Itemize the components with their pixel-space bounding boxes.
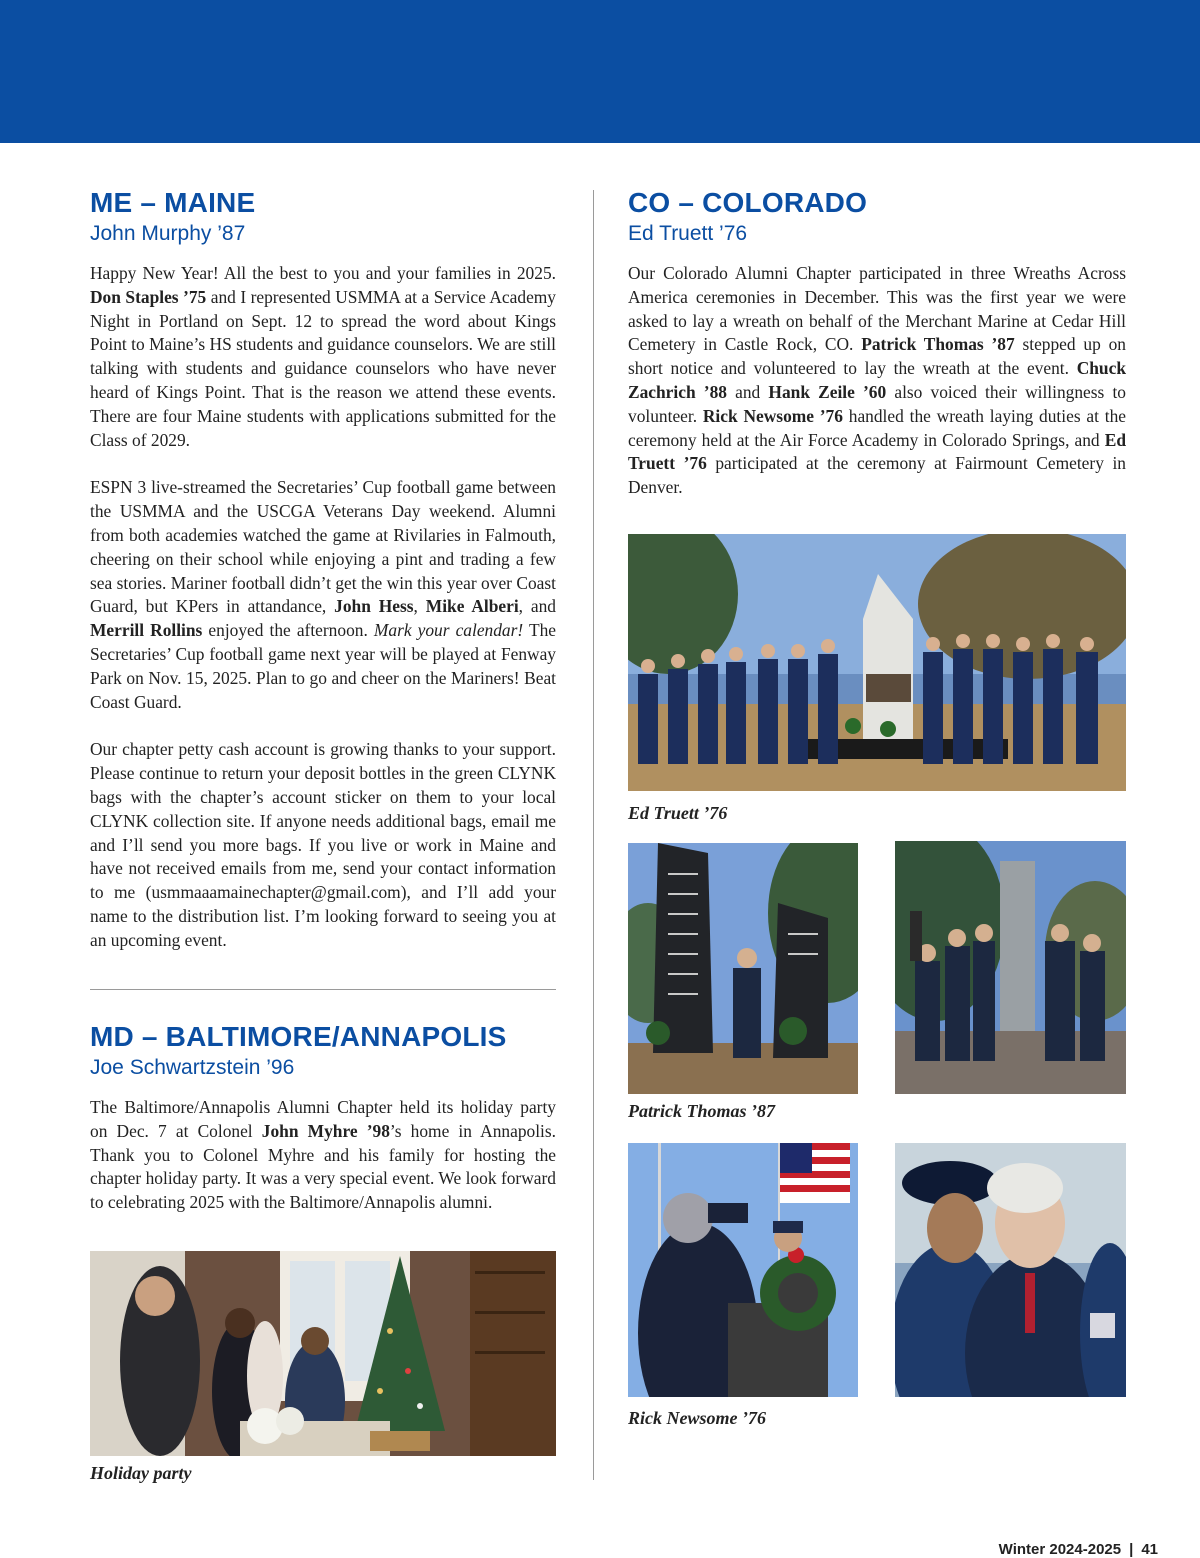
bold-name: Chuck Zachrich ’88 — [628, 358, 1126, 402]
column-divider — [593, 190, 594, 1480]
text-run: The Secretaries’ Cup football game next year will be played at Fenway Park on Nov. 15, 2025. Plan to go and cheer on the Mariners! Beat Coast Guard. — [90, 620, 556, 712]
patrick-thomas-photo-1 — [628, 843, 858, 1094]
maine-paragraph-2 — [90, 476, 556, 714]
patrick-thomas-photo-2 — [895, 841, 1126, 1094]
rick-newsome-photo-1 — [628, 1143, 858, 1397]
section-author-colorado: Ed Truett ’76 — [628, 222, 748, 245]
maine-section — [90, 186, 556, 977]
text-run: participated at the ceremony at Fairmount Cemetery in Denver. — [628, 453, 1126, 498]
bold-name: Merrill Rollins — [90, 620, 203, 641]
text-run: handled the wreath laying duties at the ceremony held at the Air Force Academy in Colorado Springs, and — [628, 405, 1126, 450]
text-run: The Baltimore/Annapolis Alumni Chapter held its holiday party on Dec. 7 at Colonel — [90, 1097, 556, 1141]
text-run: ’s home in Annapolis. Thank you to Colonel Myhre and his family for hosting the chapter holiday party. It was a very special event. We look forward to celebrating 2025 with the Baltimore/Annapolis alumni. — [90, 1120, 556, 1213]
text-run: Our chapter petty cash account is growing thanks to your support. Please continue to return your deposit bottles in the green CLYNK bags with the chapter’s account sticker on them to your local CLYNK collection site. If anyone needs additional bags, email me and I’ll send you more bags. If you live or work in Maine and have not received emails from me, send your contact information to me (usmmaaamainechapter@gmail.com), and I’ll add your name to the distribution list. I’m looking forward to seeing you at an upcoming event. — [90, 739, 556, 950]
section-title-maryland: MD – BALTIMORE/ANNAPOLIS — [90, 1021, 507, 1052]
page-footer — [999, 1541, 1158, 1558]
rick-newsome-photo-2 — [895, 1143, 1126, 1397]
bold-name: Rick Newsome ’76 — [702, 405, 843, 426]
bold-name: Ed Truett ’76 — [628, 429, 1126, 474]
bold-name: John Hess — [334, 596, 414, 617]
issue-label: Winter 2024-2025 — [998, 1541, 1122, 1558]
colorado-section — [628, 186, 1126, 524]
header-band — [0, 0, 1200, 143]
maryland-section — [90, 1020, 556, 1239]
text-run: stepped up on short notice and volunteered to lay the wreath at the event. — [628, 334, 1126, 379]
section-author-maryland: Joe Schwartzstein ’96 — [90, 1056, 295, 1079]
text-run: , — [413, 596, 426, 617]
bold-name: John Myhre ’98 — [261, 1120, 390, 1141]
holiday-party-photo — [90, 1251, 556, 1456]
section-title-colorado: CO – COLORADO — [628, 187, 868, 218]
bold-name: Don Staples ’75 — [90, 286, 207, 307]
text-run: and I represented USMMA at a Service Academy Night in Portland on Sept. 12 to spread the word about Kings Point to Maine’s HS students and guidance counselors. We are still talking with students and guidance counselors who have never heard of Kings Point. That is the reason we attend these events. There are four Maine students with applications submitted for the Class of 2029. — [90, 286, 557, 450]
bold-name: Hank Zeile ’60 — [768, 381, 887, 402]
colorado-paragraph-1 — [628, 262, 1126, 500]
section-divider — [90, 989, 556, 990]
italic-emphasis: Mark your calendar! — [373, 620, 524, 641]
text-run: ESPN 3 live-streamed the Secretaries’ Cup football game between the USMMA and the USCGA Veterans Day weekend. Alumni from both academies watched the game at Rivilaries in Falmouth, cheering on their school while enjoying a pint and trading a few sea stories. Mariner football didn’t get the win this year over Coast Guard, but KPers in attandance, — [90, 477, 556, 617]
text-run: enjoyed the afternoon. — [202, 620, 374, 641]
ed-truett-group-photo — [628, 534, 1126, 791]
maine-paragraph-3 — [90, 738, 556, 952]
bold-name: Patrick Thomas ’87 — [861, 334, 1015, 355]
text-run: Our Colorado Alumni Chapter participated in three Wreaths Across America ceremonies in December. This was the first year we were asked to lay a wreath on behalf of the Merchant Marine at Cedar Hill Cemetery in Castle Rock, CO. — [628, 263, 1126, 355]
section-title-maine: ME – MAINE — [90, 187, 256, 218]
bold-name: Mike Alberi — [425, 596, 519, 617]
text-run: Happy New Year! All the best to you and your families in 2025. — [90, 263, 556, 283]
maine-paragraph-1 — [90, 262, 556, 452]
caption-holiday-party: Holiday party — [90, 1463, 192, 1483]
text-run: and — [726, 381, 769, 402]
caption-rick-newsome: Rick Newsome ’76 — [628, 1408, 766, 1428]
footer-separator: | — [1129, 1541, 1134, 1558]
caption-ed-truett: Ed Truett ’76 — [628, 803, 728, 823]
text-run: also voiced their willingness to volunteer. — [628, 381, 1127, 426]
caption-patrick-thomas: Patrick Thomas ’87 — [628, 1101, 775, 1121]
page-number: 41 — [1141, 1541, 1158, 1558]
text-run: , and — [518, 596, 557, 617]
maryland-paragraph-1 — [90, 1096, 556, 1215]
section-author-maine: John Murphy ’87 — [90, 222, 246, 245]
